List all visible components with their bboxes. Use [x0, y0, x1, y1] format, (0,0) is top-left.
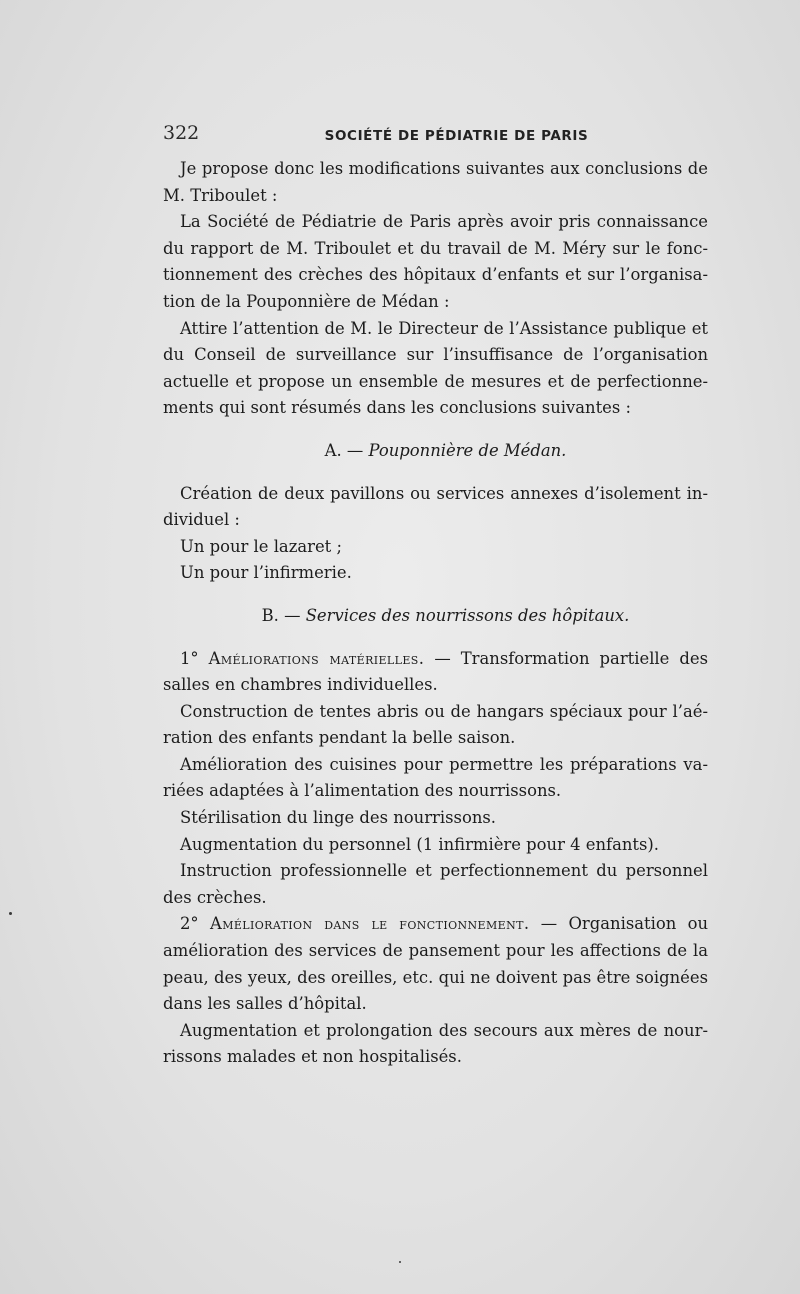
paragraph-proposal: Je propose donc les modifications suivantes aux conclusions de M. Triboulet : — [163, 159, 708, 205]
running-title: SOCIÉTÉ DE PÉDIATRIE DE PARIS — [324, 128, 589, 144]
page-body — [163, 156, 708, 1071]
subsection-2-text: — Organisation ou amélioration des services de pansement pour les affections de la peau, des yeux, des oreilles, etc. qui ne doivent pas être soignées dans les salles d’hôpital. — [163, 914, 708, 1014]
subsection-2-paragraph — [163, 911, 708, 1017]
subsection-1-label: Améliorations matérielles. — [208, 648, 425, 668]
section-b-title: Services des nourrissons des hôpitaux. — [305, 605, 630, 625]
paragraph-sterilisation: Stérilisation du linge des nourrissons. — [180, 808, 496, 828]
paragraph-instruction: Instruction professionnelle et perfectionnement du personnel des crèches. — [163, 861, 708, 907]
subsection-1-number: 1° — [180, 648, 199, 668]
paragraph-secours: Augmentation et prolongation des secours aux mères de nourrissons malades et non hospitalisés. — [163, 1020, 708, 1067]
paragraph-personnel: Augmentation du personnel (1 infirmière pour 4 enfants). — [180, 834, 660, 854]
subsection-1-paragraph — [163, 646, 708, 699]
paragraph-cuisines: Amélioration des cuisines pour permettre les préparations variées adaptées à l’alimentation des nourrissons. — [163, 754, 708, 801]
section-b-letter: B. — — [261, 605, 301, 625]
paragraph-societe: La Société de Pédiatrie de Paris après avoir pris connaissance du rapport de M. Triboulet et du travail de M. Méry sur le fonctionnement des crèches des hôpitaux d’enfants et sur l’organisation de la Pouponnière de Médan : — [163, 212, 708, 311]
subsection-2-label: Amélioration dans le fonctionnement. — [209, 914, 530, 934]
page-header — [163, 120, 708, 150]
paragraph-attire: Attire l’attention de M. le Directeur de l’Assistance publique et du Conseil de surveillance sur l’insuffisance de l’organisation actuelle et propose un ensemble de mesures et de perfectionnements qui sont résumés dans les conclusions suivantes : — [163, 318, 708, 418]
list-item-infirmerie: Un pour l’infirmerie. — [180, 563, 352, 583]
section-a-letter: A. — — [324, 440, 364, 460]
section-a-title: Pouponnière de Médan. — [368, 440, 567, 460]
paragraph-construction: Construction de tentes abris ou de hangars spéciaux pour l’aération des enfants pendant la belle saison. — [163, 701, 708, 748]
section-b-heading — [163, 603, 708, 630]
paper-speck — [399, 1261, 401, 1263]
page-number: 322 — [163, 122, 200, 144]
subsection-1-text: — Transformation partielle des salles en chambres individuelles. — [163, 648, 708, 695]
paper-speck — [9, 912, 12, 915]
list-item-lazaret: Un pour le lazaret ; — [180, 536, 342, 556]
paragraph-creation: Création de deux pavillons ou services annexes d’isolement individuel : — [163, 483, 708, 530]
subsection-2-number: 2° — [180, 914, 199, 934]
section-a-heading — [163, 438, 708, 465]
